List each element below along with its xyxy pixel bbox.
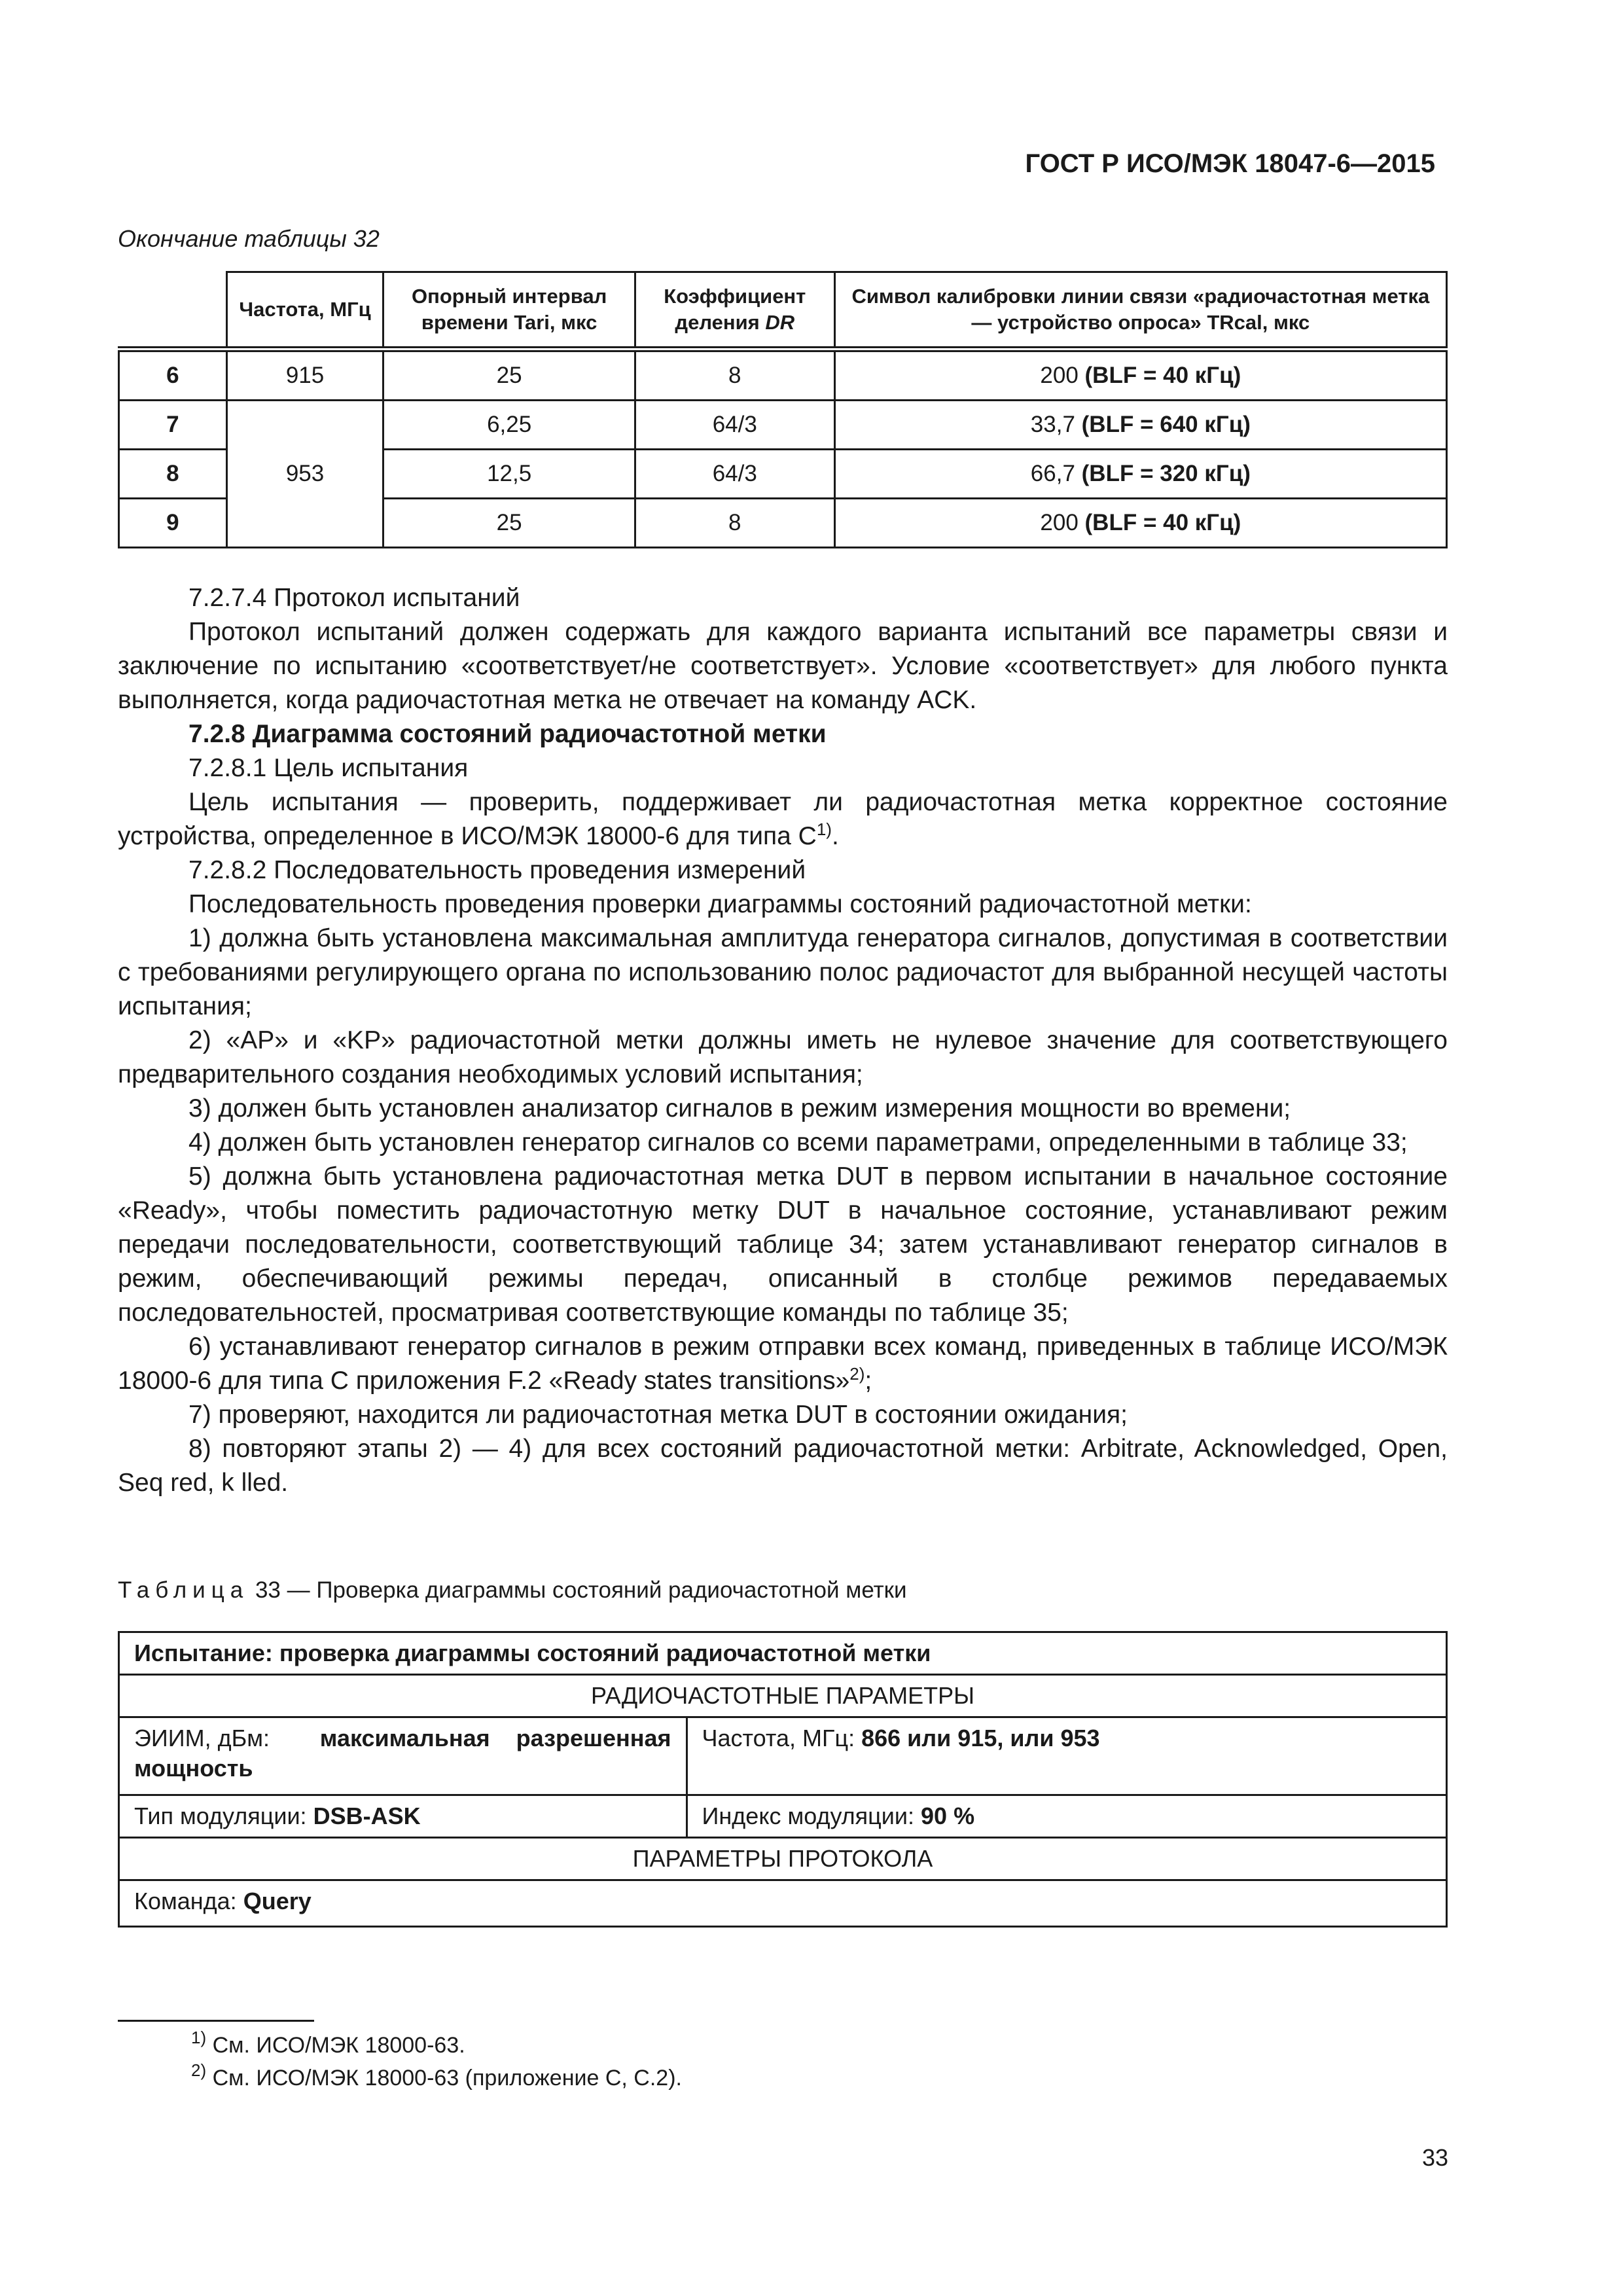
- list-item: 7) проверяют, находится ли радиочастотная метка DUT в состоянии ожидания;: [188, 1401, 1128, 1429]
- frequency-cell-merged: 953: [226, 401, 383, 548]
- frequency-cell: 915: [226, 350, 383, 401]
- s7281-text-end: .: [831, 822, 839, 850]
- table32-header-blank: [119, 272, 227, 350]
- freq-value: 866 или 915, или 953: [861, 1725, 1100, 1751]
- table33-caption: [118, 1577, 907, 1604]
- eirp-value-line2: мощность: [134, 1755, 253, 1782]
- table-33: [118, 1631, 1448, 1928]
- mod-type-label: Тип модуляции:: [134, 1803, 307, 1829]
- s7281-text-main: Цель испытания — проверить, поддерживает ли радиочастотная метка корректное состояние устройства, определенное в ИСО/МЭК 18000-6 для типа С: [118, 788, 1448, 850]
- list-item: 5) должна быть установлена радиочастотная метка DUT в первом испытании в начальное состояние «Ready», чтобы поместить радиочастотную метку DUT в начальное состояние, устанавливают режим передачи последовательности, соответствующий таблице 34; затем устанавливают генератор сигналов в режим, обеспечивающий режимы передач, описанный в столбце режимов передаваемых последовательностей, просматривая соответствующие команды по таблице 35;: [118, 1162, 1448, 1327]
- footnote-1: [191, 2028, 465, 2058]
- dr-cell: 64/3: [635, 450, 834, 499]
- dr-cell: 64/3: [635, 401, 834, 450]
- table32-header-row: [119, 272, 1447, 350]
- tari-cell: 12,5: [383, 450, 635, 499]
- list-item: 2) «AP» и «KP» радиочастотной метки должны иметь не нулевое значение для соответствующего предварительного создания необходимых условий испытания;: [118, 1026, 1448, 1088]
- command-cell: [119, 1880, 1447, 1927]
- table-row: [119, 401, 1447, 450]
- trcal-cell: [834, 499, 1446, 548]
- table-row: [119, 350, 1447, 401]
- list-item: 3) должен быть установлен анализатор сигналов в режим измерения мощности во времени;: [188, 1094, 1291, 1122]
- table33-caption-prefix: Таблица: [118, 1577, 249, 1603]
- mod-index-value: 90 %: [921, 1803, 975, 1829]
- dr-cell: 8: [635, 350, 834, 401]
- tari-cell: 6,25: [383, 401, 635, 450]
- mod-type-value: DSB-ASK: [313, 1803, 421, 1829]
- blf-value: (BLF = 40 кГц): [1084, 510, 1241, 535]
- test-title-cell: Испытание: проверка диаграммы состояний радиочастотной метки: [119, 1632, 1447, 1675]
- table-row: [119, 1880, 1447, 1927]
- table32-header-trcal: Символ калибровки линии связи «радиочастотная метка — устройство опроса» TRcal, мкс: [834, 272, 1446, 350]
- list-item: [118, 1330, 1448, 1398]
- body-text: [118, 581, 1448, 1500]
- blf-value: (BLF = 640 кГц): [1081, 412, 1251, 437]
- list-item: 8) повторяют этапы 2) — 4) для всех состояний радиочастотной метки: Arbitrate, Acknowledged, Open, Seq red, k lled.: [118, 1435, 1448, 1497]
- table-row: [119, 1717, 1447, 1795]
- eirp-label: ЭИИМ, дБм:: [134, 1725, 270, 1751]
- dr-cell: 8: [635, 499, 834, 548]
- footnote-2: [191, 2060, 682, 2091]
- tari-cell: 25: [383, 350, 635, 401]
- freq-label: Частота, МГц:: [702, 1725, 855, 1751]
- trcal-cell: [834, 450, 1446, 499]
- mod-index-cell: [687, 1795, 1446, 1838]
- section-7282-intro: Последовательность проведения проверки диаграммы состояний радиочастотной метки:: [188, 890, 1252, 918]
- footnote-text: См. ИСО/МЭК 18000-63.: [212, 2033, 465, 2058]
- eirp-first-line: [134, 1723, 671, 1753]
- section-7282-title: 7.2.8.2 Последовательность проведения измерений: [188, 856, 806, 884]
- mod-index-label: Индекс модуляции:: [702, 1803, 915, 1829]
- page-number: 33: [1421, 2144, 1448, 2171]
- table-row: [119, 1838, 1447, 1880]
- command-label: Команда:: [134, 1888, 237, 1914]
- list-item: 1) должна быть установлена максимальная амплитуда генератора сигналов, допустимая в соответствии с требованиями регулирующего органа по использованию полос радиочастот для выбранной несущей частоты испытания;: [118, 924, 1448, 1020]
- table32-header-dr: [635, 272, 834, 350]
- row-number: 9: [119, 499, 227, 548]
- section-728-title: 7.2.8 Диаграмма состояний радиочастотной метки: [188, 720, 827, 748]
- footnote-mark: 2): [191, 2060, 207, 2080]
- trcal-cell: [834, 401, 1446, 450]
- dr-header-symbol: DR: [765, 311, 795, 334]
- eirp-value-line1: максимальная разрешенная: [319, 1725, 671, 1751]
- rf-params-title: РАДИОЧАСТОТНЫЕ ПАРАМЕТРЫ: [119, 1675, 1447, 1717]
- list-item: 4) должен быть установлен генератор сигналов со всеми параметрами, определенными в таблице 33;: [188, 1128, 1408, 1157]
- blf-value: (BLF = 40 кГц): [1084, 363, 1241, 388]
- table-32: [118, 271, 1448, 548]
- protocol-params-title: ПАРАМЕТРЫ ПРОТОКОЛА: [119, 1838, 1447, 1880]
- footnote-ref-2: 2): [849, 1364, 865, 1384]
- document-header: ГОСТ Р ИСО/МЭК 18047-6—2015: [1025, 149, 1435, 178]
- section-7281-text: [118, 785, 1448, 853]
- table32-continuation-caption: Окончание таблицы 32: [118, 225, 380, 252]
- mod-type-cell: [119, 1795, 687, 1838]
- section-7274-title: 7.2.7.4 Протокол испытаний: [188, 584, 520, 612]
- section-7281-title: 7.2.8.1 Цель испытания: [188, 754, 469, 782]
- command-value: Query: [243, 1888, 312, 1914]
- trcal-cell: [834, 350, 1446, 401]
- trcal-value: 33,7: [1030, 412, 1075, 437]
- trcal-value: 200: [1040, 510, 1079, 535]
- table32-header-tari: Опорный интервал времени Tari, мкс: [383, 272, 635, 350]
- footnote-text: См. ИСО/МЭК 18000-63 (приложение С, С.2).: [212, 2066, 682, 2090]
- table32-header-frequency: Частота, МГц: [226, 272, 383, 350]
- table-row: [119, 1675, 1447, 1717]
- frequency-cell: [687, 1717, 1446, 1795]
- table-row: [119, 1795, 1447, 1838]
- trcal-value: 66,7: [1030, 461, 1075, 486]
- table33-caption-text: 33 — Проверка диаграммы состояний радиочастотной метки: [255, 1577, 907, 1603]
- step6-text: 6) устанавливают генератор сигналов в режим отправки всех команд, приведенных в таблице ИСО/МЭК 18000-6 для типа С приложения F.2 «Ready states transitions»: [118, 1333, 1448, 1395]
- step6-end: ;: [865, 1367, 872, 1395]
- row-number: 8: [119, 450, 227, 499]
- eirp-cell: [119, 1717, 687, 1795]
- tari-cell: 25: [383, 499, 635, 548]
- row-number: 7: [119, 401, 227, 450]
- footnote-divider: [118, 2020, 314, 2022]
- blf-value: (BLF = 320 кГц): [1081, 461, 1251, 486]
- table-row: [119, 1632, 1447, 1675]
- footnote-ref-1: 1): [816, 819, 832, 839]
- dr-header-label: Коэффициент деления: [664, 285, 806, 334]
- section-7274-text: Протокол испытаний должен содержать для каждого варианта испытаний все параметры связи и заключение по испытанию «соответствует/не соответствует». Условие «соответствует» для любого пункта выполняется, когда радиочастотная метка не отвечает на команду ACK.: [118, 618, 1448, 714]
- row-number: 6: [119, 350, 227, 401]
- footnote-mark: 1): [191, 2028, 207, 2047]
- trcal-value: 200: [1040, 363, 1079, 388]
